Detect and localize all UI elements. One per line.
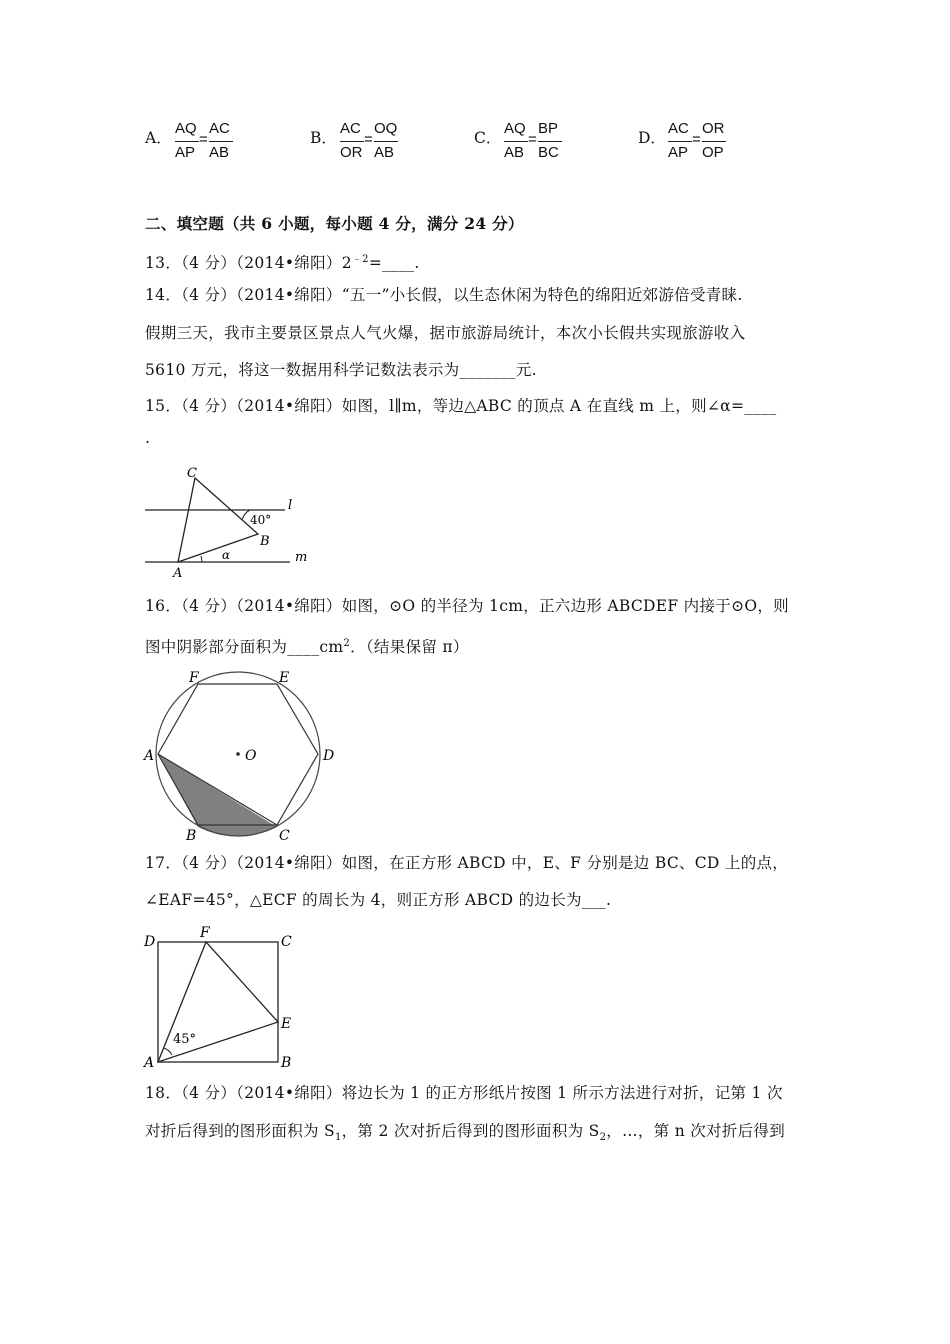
q18-text-c: ，…，第 n 次对折后得到 [606,1122,786,1140]
equals-sign: = [199,131,208,148]
numerator: AC [209,120,230,137]
triangle-abc [178,478,258,562]
numerator: BP [538,120,559,137]
q17-figure [140,924,300,1069]
denominator: OR [340,144,363,161]
q18-sub-2: 2 [599,1132,607,1144]
fraction-bar [538,141,562,142]
numerator: AQ [175,120,197,137]
option-label: D． [638,129,666,147]
numerator: AC [668,120,689,137]
q16-line-2 [145,634,469,657]
label-45: 45° [173,1032,197,1047]
q18-line-2 [145,1121,785,1148]
q13-suffix: =____. [368,254,420,273]
q16-line-1: 16．（4 分）（2014•绵阳）如图，⊙O 的半径为 1cm，正六边形 ABCDEF 内接于⊙O，则 [145,597,789,615]
label-c: C [281,934,292,950]
q15-line-2: . [145,429,151,447]
label-o: O [245,748,257,764]
shaded-region [158,754,277,836]
q18-line-1: 18．（4 分）（2014•绵阳）将边长为 1 的正方形纸片按图 1 所示方法进行对折，记第 1 次 [145,1084,783,1102]
label-c: C [279,828,290,844]
label-b: B [260,534,270,549]
label-l: l [288,498,293,513]
label-d: D [323,748,335,764]
angle-arc-45 [164,1048,172,1055]
q16-unit-exponent: 2 [343,638,351,649]
question-13 [145,250,420,273]
denominator: AB [504,144,525,161]
center-point [236,752,240,756]
label-e: E [279,670,290,686]
fraction-bar [504,141,528,142]
q16-note: ．（结果保留 π） [350,638,469,657]
label-d: D [144,934,156,950]
q18-sub-1: 1 [334,1132,342,1144]
q15-line-1: 15．（4 分）（2014•绵阳）如图，l∥m，等边△ABC 的顶点 A 在直线 m 上，则∠α=____ [145,397,777,415]
q18-text-a: 对折后得到的图形面积为 S [145,1122,335,1140]
q17-line-2: ∠EAF=45°，△ECF 的周长为 4，则正方形 ABCD 的边长为___. [145,891,612,909]
numerator: OQ [374,120,398,137]
label-m: m [295,550,308,565]
equals-sign: = [692,131,701,148]
label-b: B [186,828,197,844]
denominator: BC [538,144,559,161]
option-label: A． [145,129,172,147]
numerator: OR [702,120,725,137]
numerator: AQ [504,120,526,137]
denominator: AB [209,144,230,161]
equals-sign: = [364,131,373,148]
denominator: AB [374,144,395,161]
section-title: 二、填空题（共 6 小题，每小题 4 分，满分 24 分） [145,214,524,233]
angle-arc-40 [242,510,250,520]
fraction-bar [374,141,398,142]
q13-exponent: ﹣2 [351,254,369,265]
denominator: AP [175,144,196,161]
q15-figure [140,462,320,582]
option-label: C． [474,129,502,147]
fraction-bar [340,141,364,142]
option-label: B． [310,129,337,147]
fraction-bar [175,141,199,142]
angle-arc-alpha [201,556,202,562]
label-40: 40° [250,513,272,527]
denominator: AP [668,144,689,161]
q14-line-1: 14．（4 分）（2014•绵阳）“五一”小长假，以生态休闲为特色的绵阳近郊游倍受青睐. [145,286,743,304]
label-a: A [144,748,155,764]
q16-figure [140,664,345,844]
label-c: C [187,466,197,481]
label-f: F [200,925,210,941]
fraction-bar [209,141,233,142]
q18-text-b: ，第 2 次对折后得到的图形面积为 S [341,1122,600,1140]
fraction-bar [702,141,726,142]
label-e: E [281,1016,292,1032]
q17-line-1: 17．（4 分）（2014•绵阳）如图，在正方形 ABCD 中，E、F 分别是边 BC、CD 上的点， [145,854,789,872]
equals-sign: = [528,131,537,148]
label-a: A [173,566,183,581]
label-f: F [189,670,199,686]
q16-text: 图中阴影部分面积为____cm [145,638,344,657]
denominator: OP [702,144,724,161]
numerator: AC [340,120,361,137]
q13-prefix: 13．（4 分）（2014•绵阳）2 [145,254,352,273]
label-a: A [144,1055,155,1069]
q14-line-3: 5610 万元，将这一数据用科学记数法表示为_______元. [145,361,537,379]
label-alpha: α [222,548,231,562]
q14-line-2: 假期三天，我市主要景区景点人气火爆，据市旅游局统计，本次小长假共实现旅游收入 [145,324,746,342]
fraction-bar [668,141,692,142]
label-b: B [281,1055,292,1069]
